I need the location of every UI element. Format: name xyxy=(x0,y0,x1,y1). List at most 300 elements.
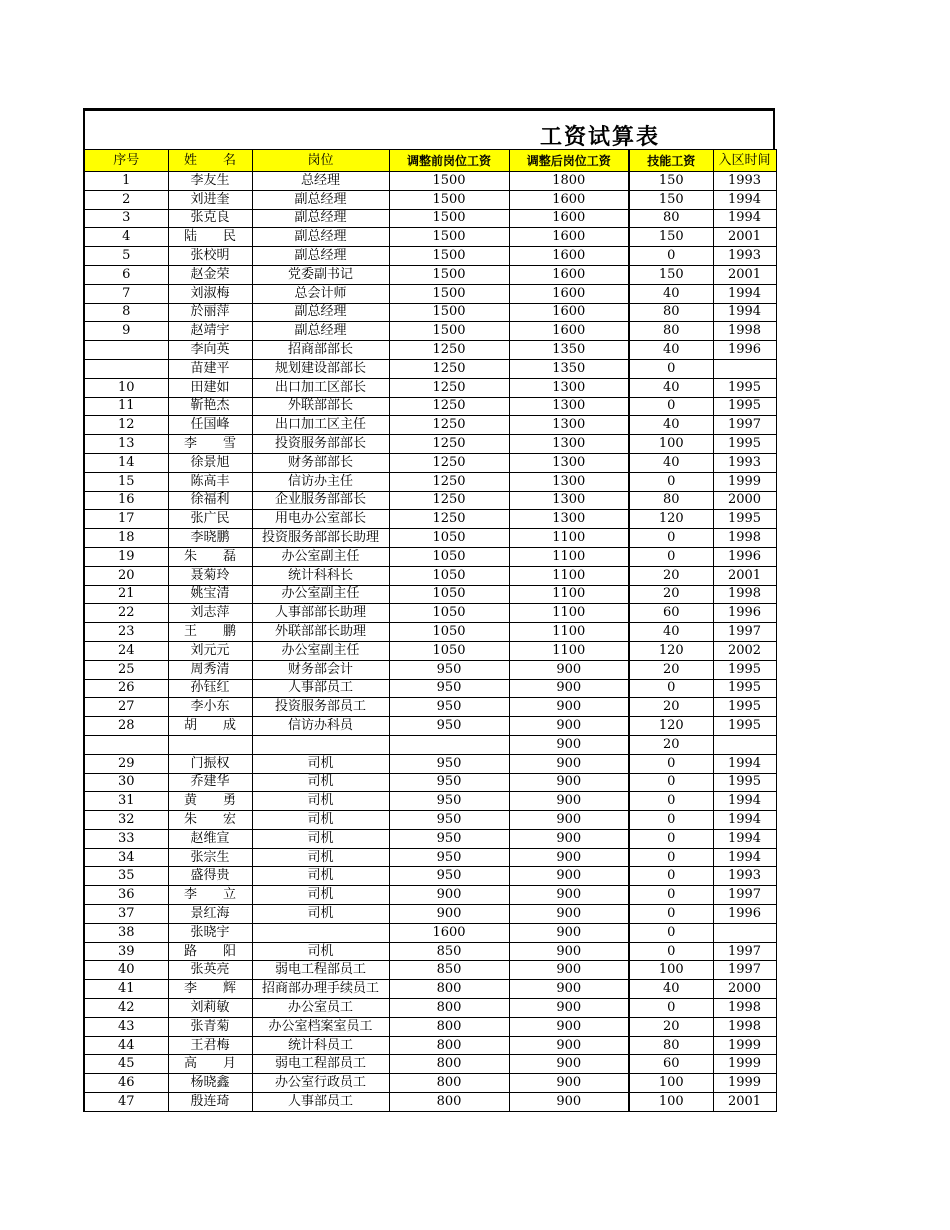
cell-index[interactable]: 4 xyxy=(84,228,168,247)
cell-index[interactable]: 13 xyxy=(84,435,168,454)
cell-index[interactable]: 24 xyxy=(84,641,168,660)
cell-position[interactable]: 弱电工程部员工 xyxy=(252,961,389,980)
col-header-salary-after[interactable]: 调整后岗位工资 xyxy=(509,150,629,172)
cell-entry-year[interactable]: 1993 xyxy=(713,453,776,472)
cell-name[interactable]: 张宗生 xyxy=(168,848,252,867)
cell-name[interactable]: 田建如 xyxy=(168,378,252,397)
cell-index[interactable]: 6 xyxy=(84,265,168,284)
cell-salary-before[interactable]: 1500 xyxy=(389,190,509,209)
cell-entry-year[interactable]: 1995 xyxy=(713,397,776,416)
cell-index[interactable]: 17 xyxy=(84,510,168,529)
cell-skill-salary[interactable]: 0 xyxy=(629,792,713,811)
cell-name[interactable]: 王君梅 xyxy=(168,1036,252,1055)
cell-salary-before[interactable]: 1250 xyxy=(389,491,509,510)
cell-position[interactable]: 办公室行政员工 xyxy=(252,1074,389,1093)
cell-salary-before[interactable]: 800 xyxy=(389,1055,509,1074)
cell-index[interactable]: 12 xyxy=(84,416,168,435)
cell-index[interactable]: 19 xyxy=(84,547,168,566)
cell-position[interactable]: 规划建设部部长 xyxy=(252,359,389,378)
cell-name[interactable]: 刘莉敏 xyxy=(168,999,252,1018)
cell-index[interactable]: 14 xyxy=(84,453,168,472)
cell-salary-after[interactable]: 1300 xyxy=(509,435,629,454)
cell-entry-year[interactable]: 1999 xyxy=(713,472,776,491)
cell-salary-before[interactable]: 1050 xyxy=(389,566,509,585)
cell-salary-before[interactable]: 1250 xyxy=(389,435,509,454)
cell-salary-before[interactable]: 1500 xyxy=(389,322,509,341)
cell-index[interactable]: 26 xyxy=(84,679,168,698)
cell-salary-after[interactable]: 1300 xyxy=(509,378,629,397)
cell-skill-salary[interactable]: 0 xyxy=(629,999,713,1018)
cell-entry-year[interactable]: 1997 xyxy=(713,623,776,642)
cell-salary-before[interactable]: 900 xyxy=(389,905,509,924)
cell-entry-year[interactable]: 1995 xyxy=(713,435,776,454)
cell-entry-year[interactable]: 2001 xyxy=(713,566,776,585)
cell-index[interactable]: 32 xyxy=(84,811,168,830)
cell-index[interactable]: 7 xyxy=(84,284,168,303)
cell-index[interactable]: 3 xyxy=(84,209,168,228)
cell-skill-salary[interactable]: 0 xyxy=(629,773,713,792)
cell-position[interactable]: 办公室副主任 xyxy=(252,585,389,604)
cell-salary-after[interactable]: 1100 xyxy=(509,529,629,548)
cell-salary-after[interactable]: 900 xyxy=(509,1093,629,1112)
cell-position[interactable]: 副总经理 xyxy=(252,228,389,247)
cell-name[interactable]: 李友生 xyxy=(168,172,252,191)
cell-salary-before[interactable]: 1250 xyxy=(389,397,509,416)
cell-name[interactable]: 赵金荣 xyxy=(168,265,252,284)
cell-index[interactable]: 16 xyxy=(84,491,168,510)
cell-skill-salary[interactable]: 0 xyxy=(629,247,713,266)
cell-name[interactable]: 刘淑梅 xyxy=(168,284,252,303)
cell-skill-salary[interactable]: 80 xyxy=(629,1036,713,1055)
cell-salary-before[interactable]: 1050 xyxy=(389,547,509,566)
cell-position[interactable]: 副总经理 xyxy=(252,303,389,322)
cell-salary-after[interactable]: 1600 xyxy=(509,265,629,284)
cell-entry-year[interactable]: 1995 xyxy=(713,679,776,698)
cell-position[interactable]: 出口加工区部长 xyxy=(252,378,389,397)
cell-entry-year[interactable]: 1997 xyxy=(713,961,776,980)
cell-position[interactable]: 司机 xyxy=(252,792,389,811)
cell-skill-salary[interactable]: 100 xyxy=(629,1074,713,1093)
cell-skill-salary[interactable]: 20 xyxy=(629,566,713,585)
cell-salary-after[interactable]: 1800 xyxy=(509,172,629,191)
cell-salary-after[interactable]: 900 xyxy=(509,698,629,717)
cell-skill-salary[interactable]: 80 xyxy=(629,303,713,322)
cell-position[interactable]: 办公室副主任 xyxy=(252,547,389,566)
cell-entry-year[interactable]: 1998 xyxy=(713,529,776,548)
cell-salary-after[interactable]: 900 xyxy=(509,867,629,886)
cell-salary-after[interactable]: 1100 xyxy=(509,623,629,642)
cell-entry-year[interactable]: 1999 xyxy=(713,1036,776,1055)
cell-entry-year[interactable]: 1994 xyxy=(713,303,776,322)
cell-entry-year[interactable]: 1993 xyxy=(713,172,776,191)
cell-position[interactable]: 司机 xyxy=(252,867,389,886)
cell-index[interactable]: 27 xyxy=(84,698,168,717)
cell-entry-year[interactable]: 1994 xyxy=(713,284,776,303)
cell-name[interactable] xyxy=(168,735,252,754)
cell-name[interactable]: 路 阳 xyxy=(168,942,252,961)
cell-salary-before[interactable]: 950 xyxy=(389,848,509,867)
cell-position[interactable]: 副总经理 xyxy=(252,209,389,228)
col-header-position[interactable]: 岗位 xyxy=(252,150,389,172)
cell-skill-salary[interactable]: 20 xyxy=(629,660,713,679)
cell-entry-year[interactable] xyxy=(713,359,776,378)
cell-entry-year[interactable]: 1997 xyxy=(713,416,776,435)
cell-index[interactable]: 36 xyxy=(84,886,168,905)
cell-index[interactable]: 22 xyxy=(84,604,168,623)
cell-salary-after[interactable]: 900 xyxy=(509,660,629,679)
cell-position[interactable]: 投资服务部员工 xyxy=(252,698,389,717)
cell-position[interactable]: 用电办公室部长 xyxy=(252,510,389,529)
cell-name[interactable]: 朱 磊 xyxy=(168,547,252,566)
cell-position[interactable]: 党委副书记 xyxy=(252,265,389,284)
cell-name[interactable]: 王 鹏 xyxy=(168,623,252,642)
cell-salary-before[interactable]: 1050 xyxy=(389,641,509,660)
cell-salary-after[interactable]: 900 xyxy=(509,679,629,698)
cell-salary-before[interactable]: 1500 xyxy=(389,265,509,284)
cell-salary-before[interactable]: 1500 xyxy=(389,172,509,191)
cell-salary-after[interactable]: 1350 xyxy=(509,359,629,378)
cell-salary-before[interactable]: 950 xyxy=(389,773,509,792)
cell-position[interactable]: 办公室员工 xyxy=(252,999,389,1018)
cell-index[interactable]: 39 xyxy=(84,942,168,961)
cell-skill-salary[interactable]: 150 xyxy=(629,265,713,284)
cell-salary-after[interactable]: 900 xyxy=(509,773,629,792)
cell-name[interactable]: 赵靖宇 xyxy=(168,322,252,341)
cell-name[interactable]: 胡 成 xyxy=(168,717,252,736)
cell-skill-salary[interactable]: 0 xyxy=(629,472,713,491)
cell-skill-salary[interactable]: 120 xyxy=(629,641,713,660)
cell-name[interactable]: 靳艳杰 xyxy=(168,397,252,416)
cell-index[interactable]: 45 xyxy=(84,1055,168,1074)
cell-entry-year[interactable]: 1993 xyxy=(713,867,776,886)
cell-index[interactable]: 25 xyxy=(84,660,168,679)
cell-salary-before[interactable]: 1050 xyxy=(389,529,509,548)
cell-name[interactable]: 李晓鹏 xyxy=(168,529,252,548)
cell-name[interactable]: 姚宝清 xyxy=(168,585,252,604)
cell-skill-salary[interactable]: 100 xyxy=(629,435,713,454)
cell-salary-after[interactable]: 900 xyxy=(509,717,629,736)
cell-salary-after[interactable]: 900 xyxy=(509,1036,629,1055)
cell-salary-before[interactable]: 800 xyxy=(389,1036,509,1055)
cell-entry-year[interactable]: 1998 xyxy=(713,1017,776,1036)
cell-entry-year[interactable]: 2001 xyxy=(713,1093,776,1112)
cell-position[interactable]: 招商部部长 xyxy=(252,341,389,360)
cell-name[interactable]: 李 辉 xyxy=(168,980,252,999)
cell-name[interactable]: 於丽萍 xyxy=(168,303,252,322)
col-header-salary-before[interactable]: 调整前岗位工资 xyxy=(389,150,509,172)
cell-position[interactable]: 司机 xyxy=(252,811,389,830)
cell-name[interactable]: 徐福利 xyxy=(168,491,252,510)
cell-skill-salary[interactable]: 80 xyxy=(629,322,713,341)
cell-salary-after[interactable]: 900 xyxy=(509,942,629,961)
cell-entry-year[interactable]: 1998 xyxy=(713,999,776,1018)
cell-salary-before[interactable]: 950 xyxy=(389,811,509,830)
cell-skill-salary[interactable]: 20 xyxy=(629,1017,713,1036)
cell-position[interactable]: 副总经理 xyxy=(252,322,389,341)
cell-salary-after[interactable]: 900 xyxy=(509,1055,629,1074)
cell-salary-after[interactable]: 900 xyxy=(509,848,629,867)
cell-index[interactable]: 35 xyxy=(84,867,168,886)
cell-salary-before[interactable] xyxy=(389,735,509,754)
cell-salary-before[interactable]: 1250 xyxy=(389,416,509,435)
cell-skill-salary[interactable]: 0 xyxy=(629,942,713,961)
cell-entry-year[interactable]: 2001 xyxy=(713,228,776,247)
cell-entry-year[interactable]: 2001 xyxy=(713,265,776,284)
cell-position[interactable]: 统计科员工 xyxy=(252,1036,389,1055)
cell-entry-year[interactable]: 1994 xyxy=(713,829,776,848)
cell-entry-year[interactable]: 1999 xyxy=(713,1055,776,1074)
cell-salary-after[interactable]: 900 xyxy=(509,735,629,754)
cell-name[interactable]: 李向英 xyxy=(168,341,252,360)
cell-skill-salary[interactable]: 0 xyxy=(629,397,713,416)
cell-name[interactable]: 苗建平 xyxy=(168,359,252,378)
cell-salary-after[interactable]: 1600 xyxy=(509,228,629,247)
cell-index[interactable]: 34 xyxy=(84,848,168,867)
cell-salary-before[interactable]: 950 xyxy=(389,660,509,679)
cell-name[interactable]: 张广民 xyxy=(168,510,252,529)
cell-salary-after[interactable]: 1600 xyxy=(509,247,629,266)
cell-position[interactable]: 人事部员工 xyxy=(252,1093,389,1112)
cell-index[interactable]: 46 xyxy=(84,1074,168,1093)
cell-index[interactable]: 47 xyxy=(84,1093,168,1112)
cell-skill-salary[interactable]: 120 xyxy=(629,510,713,529)
cell-index[interactable]: 41 xyxy=(84,980,168,999)
cell-index[interactable]: 11 xyxy=(84,397,168,416)
cell-name[interactable]: 刘志萍 xyxy=(168,604,252,623)
cell-index[interactable]: 43 xyxy=(84,1017,168,1036)
cell-index[interactable]: 2 xyxy=(84,190,168,209)
cell-salary-after[interactable]: 900 xyxy=(509,923,629,942)
cell-index[interactable] xyxy=(84,359,168,378)
cell-salary-after[interactable]: 1300 xyxy=(509,416,629,435)
cell-salary-before[interactable]: 1250 xyxy=(389,453,509,472)
cell-index[interactable]: 30 xyxy=(84,773,168,792)
cell-position[interactable]: 信访办科员 xyxy=(252,717,389,736)
cell-index[interactable]: 31 xyxy=(84,792,168,811)
cell-skill-salary[interactable]: 60 xyxy=(629,604,713,623)
cell-skill-salary[interactable]: 0 xyxy=(629,529,713,548)
cell-position[interactable]: 司机 xyxy=(252,829,389,848)
cell-entry-year[interactable]: 1994 xyxy=(713,792,776,811)
cell-entry-year[interactable]: 1995 xyxy=(713,717,776,736)
cell-position[interactable]: 出口加工区主任 xyxy=(252,416,389,435)
cell-name[interactable]: 徐景旭 xyxy=(168,453,252,472)
cell-skill-salary[interactable]: 0 xyxy=(629,547,713,566)
cell-position[interactable]: 副总经理 xyxy=(252,247,389,266)
cell-salary-before[interactable]: 1250 xyxy=(389,341,509,360)
cell-salary-after[interactable]: 900 xyxy=(509,999,629,1018)
cell-skill-salary[interactable]: 0 xyxy=(629,923,713,942)
cell-skill-salary[interactable]: 40 xyxy=(629,284,713,303)
cell-salary-before[interactable]: 1250 xyxy=(389,359,509,378)
cell-index[interactable]: 28 xyxy=(84,717,168,736)
cell-skill-salary[interactable]: 0 xyxy=(629,886,713,905)
cell-position[interactable]: 司机 xyxy=(252,754,389,773)
cell-index[interactable]: 37 xyxy=(84,905,168,924)
cell-position[interactable]: 司机 xyxy=(252,848,389,867)
cell-skill-salary[interactable]: 0 xyxy=(629,679,713,698)
cell-salary-after[interactable]: 1300 xyxy=(509,472,629,491)
cell-skill-salary[interactable]: 40 xyxy=(629,416,713,435)
cell-entry-year[interactable]: 1995 xyxy=(713,378,776,397)
cell-position[interactable]: 财务部部长 xyxy=(252,453,389,472)
cell-position[interactable]: 招商部办理手续员工 xyxy=(252,980,389,999)
cell-name[interactable]: 盛得贵 xyxy=(168,867,252,886)
cell-salary-after[interactable]: 900 xyxy=(509,811,629,830)
cell-entry-year[interactable]: 1996 xyxy=(713,547,776,566)
cell-name[interactable]: 朱 宏 xyxy=(168,811,252,830)
cell-salary-after[interactable]: 1300 xyxy=(509,510,629,529)
cell-name[interactable]: 陈高丰 xyxy=(168,472,252,491)
cell-skill-salary[interactable]: 80 xyxy=(629,209,713,228)
cell-position[interactable] xyxy=(252,923,389,942)
cell-skill-salary[interactable]: 20 xyxy=(629,735,713,754)
cell-position[interactable] xyxy=(252,735,389,754)
cell-name[interactable]: 殷连琦 xyxy=(168,1093,252,1112)
cell-skill-salary[interactable]: 120 xyxy=(629,717,713,736)
cell-entry-year[interactable]: 1999 xyxy=(713,1074,776,1093)
cell-index[interactable]: 29 xyxy=(84,754,168,773)
cell-position[interactable]: 司机 xyxy=(252,905,389,924)
cell-position[interactable]: 办公室档案室员工 xyxy=(252,1017,389,1036)
cell-index[interactable]: 21 xyxy=(84,585,168,604)
cell-skill-salary[interactable]: 0 xyxy=(629,848,713,867)
cell-position[interactable]: 司机 xyxy=(252,942,389,961)
cell-index[interactable]: 42 xyxy=(84,999,168,1018)
cell-index[interactable]: 18 xyxy=(84,529,168,548)
cell-index[interactable]: 44 xyxy=(84,1036,168,1055)
cell-entry-year[interactable]: 1995 xyxy=(713,698,776,717)
cell-name[interactable]: 门振权 xyxy=(168,754,252,773)
cell-position[interactable]: 司机 xyxy=(252,773,389,792)
cell-name[interactable]: 高 月 xyxy=(168,1055,252,1074)
cell-index[interactable] xyxy=(84,341,168,360)
cell-name[interactable]: 赵维宣 xyxy=(168,829,252,848)
cell-position[interactable]: 办公室副主任 xyxy=(252,641,389,660)
cell-skill-salary[interactable]: 20 xyxy=(629,585,713,604)
cell-position[interactable]: 人事部部长助理 xyxy=(252,604,389,623)
cell-salary-after[interactable]: 1600 xyxy=(509,209,629,228)
cell-salary-after[interactable]: 900 xyxy=(509,1074,629,1093)
cell-skill-salary[interactable]: 150 xyxy=(629,228,713,247)
cell-salary-before[interactable]: 950 xyxy=(389,754,509,773)
cell-position[interactable]: 统计科科长 xyxy=(252,566,389,585)
cell-salary-after[interactable]: 1100 xyxy=(509,566,629,585)
cell-index[interactable] xyxy=(84,735,168,754)
cell-position[interactable]: 外联部部长 xyxy=(252,397,389,416)
cell-entry-year[interactable]: 1996 xyxy=(713,604,776,623)
cell-entry-year[interactable]: 1994 xyxy=(713,754,776,773)
cell-name[interactable]: 陆 民 xyxy=(168,228,252,247)
cell-skill-salary[interactable]: 0 xyxy=(629,867,713,886)
cell-skill-salary[interactable]: 80 xyxy=(629,491,713,510)
cell-salary-before[interactable]: 850 xyxy=(389,961,509,980)
cell-index[interactable]: 38 xyxy=(84,923,168,942)
col-header-index[interactable]: 序号 xyxy=(84,150,168,172)
cell-entry-year[interactable]: 1996 xyxy=(713,341,776,360)
cell-name[interactable]: 孙钰红 xyxy=(168,679,252,698)
cell-salary-before[interactable]: 800 xyxy=(389,1074,509,1093)
cell-position[interactable]: 总会计师 xyxy=(252,284,389,303)
cell-salary-after[interactable]: 1600 xyxy=(509,284,629,303)
cell-salary-after[interactable]: 1100 xyxy=(509,641,629,660)
cell-position[interactable]: 副总经理 xyxy=(252,190,389,209)
cell-position[interactable]: 信访办主任 xyxy=(252,472,389,491)
cell-entry-year[interactable]: 1993 xyxy=(713,247,776,266)
cell-name[interactable]: 任国峰 xyxy=(168,416,252,435)
cell-name[interactable]: 张青菊 xyxy=(168,1017,252,1036)
cell-entry-year[interactable]: 1994 xyxy=(713,811,776,830)
cell-salary-before[interactable]: 1250 xyxy=(389,472,509,491)
cell-salary-after[interactable]: 900 xyxy=(509,754,629,773)
cell-salary-before[interactable]: 1050 xyxy=(389,604,509,623)
cell-position[interactable]: 人事部员工 xyxy=(252,679,389,698)
cell-entry-year[interactable]: 1997 xyxy=(713,886,776,905)
cell-name[interactable]: 张晓宇 xyxy=(168,923,252,942)
cell-salary-after[interactable]: 900 xyxy=(509,829,629,848)
col-header-name[interactable]: 姓 名 xyxy=(168,150,252,172)
cell-salary-before[interactable]: 1500 xyxy=(389,209,509,228)
cell-salary-after[interactable]: 900 xyxy=(509,980,629,999)
cell-skill-salary[interactable]: 0 xyxy=(629,359,713,378)
cell-salary-before[interactable]: 1500 xyxy=(389,247,509,266)
cell-index[interactable]: 10 xyxy=(84,378,168,397)
cell-salary-before[interactable]: 950 xyxy=(389,717,509,736)
cell-salary-before[interactable]: 1600 xyxy=(389,923,509,942)
cell-entry-year[interactable]: 1994 xyxy=(713,848,776,867)
cell-position[interactable]: 外联部部长助理 xyxy=(252,623,389,642)
cell-salary-after[interactable]: 900 xyxy=(509,792,629,811)
cell-index[interactable]: 23 xyxy=(84,623,168,642)
cell-salary-after[interactable]: 1300 xyxy=(509,491,629,510)
cell-salary-before[interactable]: 950 xyxy=(389,679,509,698)
cell-name[interactable]: 李 立 xyxy=(168,886,252,905)
cell-salary-before[interactable]: 800 xyxy=(389,980,509,999)
cell-salary-after[interactable]: 1350 xyxy=(509,341,629,360)
cell-salary-after[interactable]: 1100 xyxy=(509,547,629,566)
cell-salary-before[interactable]: 900 xyxy=(389,886,509,905)
cell-entry-year[interactable]: 2002 xyxy=(713,641,776,660)
cell-skill-salary[interactable]: 0 xyxy=(629,754,713,773)
cell-index[interactable]: 20 xyxy=(84,566,168,585)
cell-name[interactable]: 杨晓鑫 xyxy=(168,1074,252,1093)
cell-salary-before[interactable]: 800 xyxy=(389,1093,509,1112)
cell-skill-salary[interactable]: 40 xyxy=(629,453,713,472)
cell-name[interactable]: 刘元元 xyxy=(168,641,252,660)
cell-salary-before[interactable]: 1250 xyxy=(389,510,509,529)
cell-skill-salary[interactable]: 40 xyxy=(629,378,713,397)
cell-position[interactable]: 投资服务部部长 xyxy=(252,435,389,454)
cell-skill-salary[interactable]: 40 xyxy=(629,980,713,999)
cell-entry-year[interactable]: 1998 xyxy=(713,585,776,604)
cell-salary-before[interactable]: 950 xyxy=(389,829,509,848)
cell-salary-after[interactable]: 900 xyxy=(509,961,629,980)
cell-entry-year[interactable] xyxy=(713,923,776,942)
cell-position[interactable]: 总经理 xyxy=(252,172,389,191)
cell-name[interactable]: 李小东 xyxy=(168,698,252,717)
cell-skill-salary[interactable]: 20 xyxy=(629,698,713,717)
cell-salary-before[interactable]: 850 xyxy=(389,942,509,961)
cell-name[interactable]: 张英亮 xyxy=(168,961,252,980)
cell-position[interactable]: 投资服务部部长助理 xyxy=(252,529,389,548)
cell-salary-after[interactable]: 900 xyxy=(509,886,629,905)
cell-salary-before[interactable]: 1500 xyxy=(389,228,509,247)
cell-salary-before[interactable]: 800 xyxy=(389,999,509,1018)
cell-name[interactable]: 周秀清 xyxy=(168,660,252,679)
cell-name[interactable]: 景红海 xyxy=(168,905,252,924)
cell-name[interactable]: 黄 勇 xyxy=(168,792,252,811)
cell-index[interactable]: 9 xyxy=(84,322,168,341)
